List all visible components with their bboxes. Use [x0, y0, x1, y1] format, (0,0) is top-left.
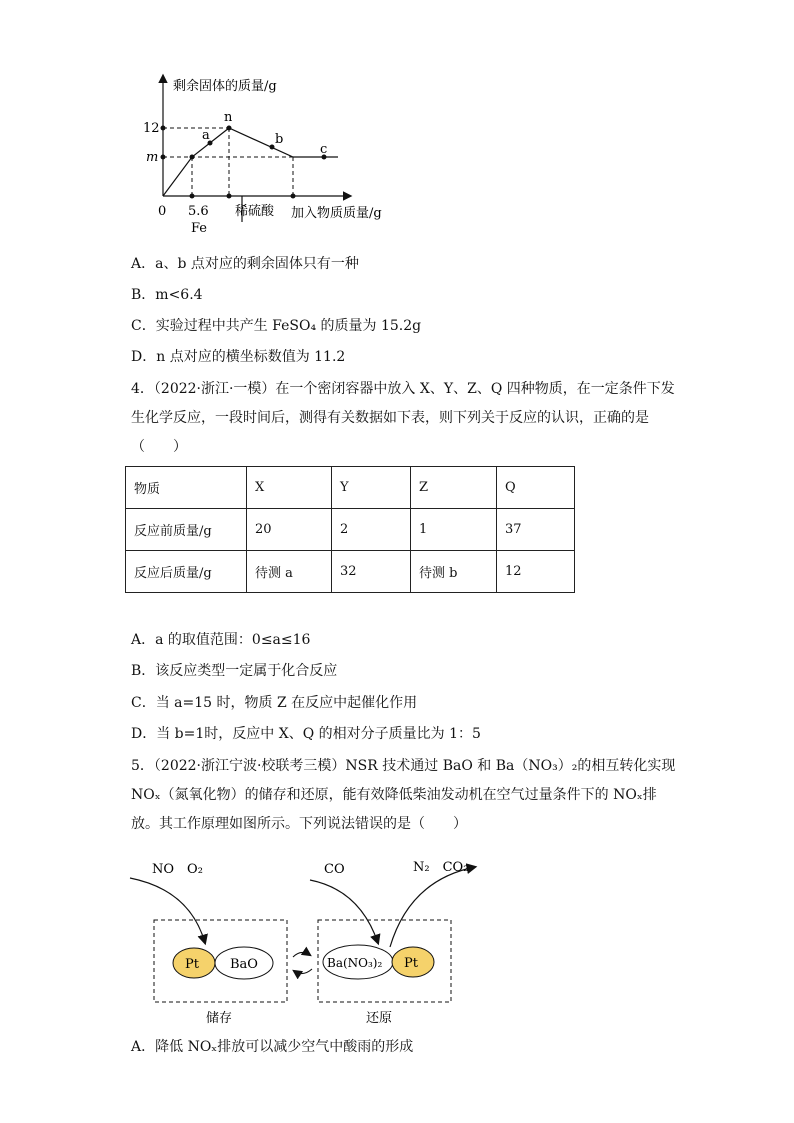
y-tick-m: m	[146, 150, 159, 165]
q5-stem: 5．（2022·浙江宁波·校联考三模）NSR 技术通过 BaO 和 Ba（NO₃）₂的相互转化实现 NOₓ（氮氧化物）的储存和还原，能有效降低柴油发动机在空气过量条件下的 NOₓ排 放。其工作原理如图所示。下列说法错误的是（ ）	[131, 758, 676, 832]
x-tick-0: 0	[158, 204, 167, 219]
table-cell: 待测 a	[247, 551, 332, 593]
x-axis-label: 加入物质质量/g	[291, 206, 382, 221]
table-row	[126, 551, 575, 593]
point-b-label: b	[275, 132, 284, 147]
table-header-row	[126, 467, 575, 509]
table-cell: X	[247, 467, 332, 509]
q4-option-c: C．当 a=15 时，物质 Z 在反应中起催化作用	[131, 695, 418, 711]
q5-option-a: A．降低 NOₓ排放可以减少空气中酸雨的形成	[131, 1039, 414, 1055]
storage-inputs: NO O₂	[152, 862, 203, 877]
table-cell: 待测 b	[411, 551, 497, 593]
point-a-label: a	[202, 128, 210, 143]
point-c-label: c	[320, 142, 328, 157]
table-cell: 2	[332, 509, 411, 551]
storage-label: 储存	[206, 1011, 233, 1026]
table-cell: Z	[411, 467, 497, 509]
q3-option-c: C．实验过程中共产生 FeSO₄ 的质量为 15.2g	[131, 318, 422, 334]
svg-text:Pt: Pt	[404, 956, 418, 971]
point-n-label: n	[224, 110, 233, 125]
mass-table	[125, 466, 575, 593]
table-cell: 12	[497, 551, 575, 593]
mass-curve	[163, 128, 338, 196]
table-cell: Y	[332, 467, 411, 509]
table-cell: Q	[497, 467, 575, 509]
q4-option-d: D．当 b=1时，反应中 X、Q 的相对分子质量比为 1：5	[131, 726, 481, 742]
acid-label: 稀硫酸	[235, 204, 275, 219]
svg-text:BaO: BaO	[230, 957, 258, 972]
reduction-input: CO	[324, 862, 345, 877]
table-cell: 反应后质量/g	[126, 551, 247, 593]
q3-option-a: A．a、b 点对应的剩余固体只有一种	[131, 256, 359, 272]
point-n	[227, 126, 232, 131]
table-cell: 32	[332, 551, 411, 593]
x-tick-5-6: 5.6	[188, 204, 209, 219]
q3-option-d: D．n 点对应的横坐标数值为 11.2	[131, 349, 346, 365]
table-cell: 反应前质量/g	[126, 509, 247, 551]
q3-option-b: B．m<6.4	[131, 287, 203, 303]
table-cell: 20	[247, 509, 332, 551]
q4-option-b: B．该反应类型一定属于化合反应	[131, 663, 338, 679]
y-tick-12: 12	[143, 121, 160, 136]
reduction-outputs: N₂ CO₂	[413, 860, 469, 875]
y-axis-label: 剩余固体的质量/g	[173, 79, 277, 94]
table-cell: 37	[497, 509, 575, 551]
svg-text:Pt: Pt	[185, 957, 199, 972]
svg-text:Ba(NO₃)₂: Ba(NO₃)₂	[327, 956, 383, 970]
table-cell: 1	[411, 509, 497, 551]
x-tick-fe: Fe	[191, 221, 208, 236]
table-row	[126, 509, 575, 551]
q4-stem: 4．（2022·浙江·一模）在一个密闭容器中放入 X、Y、Z、Q 四种物质，在一定条件下发 生化学反应，一段时间后，测得有关数据如下表，则下列关于反应的认识，正确的是 （ ）	[131, 381, 675, 455]
point-b	[270, 145, 275, 150]
table-cell: 物质	[126, 467, 247, 509]
nsr-diagram	[0, 845, 794, 1035]
reduction-label: 还原	[366, 1011, 393, 1026]
q4-option-a: A．a 的取值范围：0≤a≤16	[131, 632, 311, 648]
mass-graph	[0, 0, 794, 240]
